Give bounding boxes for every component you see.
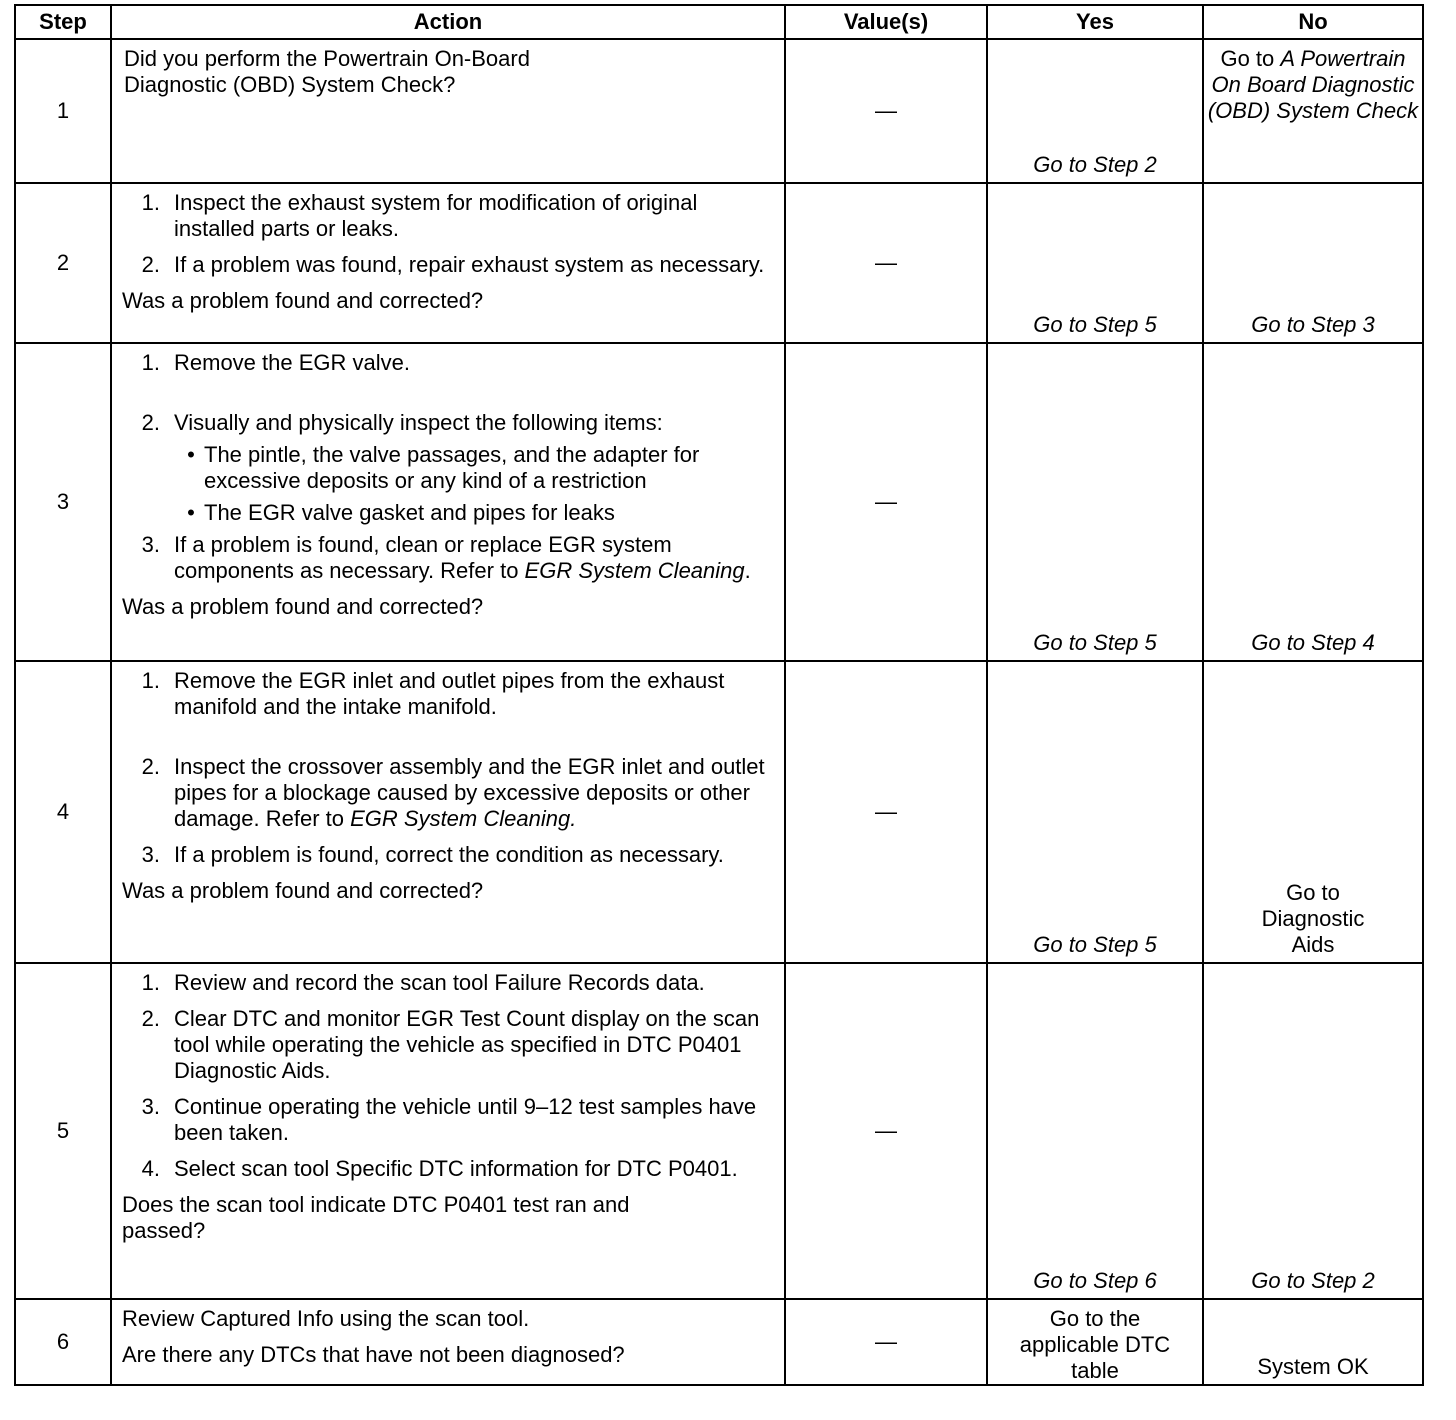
no-prefix: Go to — [1220, 46, 1281, 71]
list-item: 3. If a problem is found, correct the condition as necessary. — [141, 842, 724, 867]
question-text: Was a problem found and corrected? — [122, 878, 484, 903]
list-item: 1. Remove the EGR valve. — [141, 350, 410, 375]
action-text: Review Captured Info using the scan tool. — [122, 1306, 530, 1331]
header-row — [15, 5, 1423, 39]
question-text: Are there any DTCs that have not been diagnosed? — [122, 1342, 625, 1367]
question-text: Does the scan tool indicate DTC P0401 test ran and passed? — [122, 1192, 630, 1243]
yes-cell: Go to Step 5 — [987, 661, 1203, 963]
action-text: Did you perform the Powertrain On-Board — [124, 46, 530, 71]
action-cell — [111, 661, 785, 963]
step-number: 4 — [15, 661, 111, 963]
value-cell: — — [785, 661, 987, 963]
table-row — [15, 39, 1423, 183]
no-cell: Go to Step 4 — [1203, 343, 1423, 661]
table-row — [15, 963, 1423, 1299]
list-item: 2. Clear DTC and monitor EGR Test Count display on the scan tool while operating the vehicle as specified in DTC P0401 Diagnostic Aids. — [141, 1006, 760, 1083]
action-cell — [111, 183, 785, 343]
list-item: 3. If a problem is found, clean or replace EGR system components as necessary. Refer to EGR System Cleaning. — [141, 532, 751, 583]
step-number: 3 — [15, 343, 111, 661]
action-cell — [111, 343, 785, 661]
value-cell: — — [785, 1299, 987, 1385]
header-values: Value(s) — [785, 5, 987, 39]
value-cell: — — [785, 39, 987, 183]
bullet-item: • The EGR valve gasket and pipes for leaks — [187, 500, 615, 525]
table-row — [15, 183, 1423, 343]
header-step: Step — [15, 5, 111, 39]
list-item: 2. Inspect the crossover assembly and the EGR inlet and outlet pipes for a blockage caused by excessive deposits or other damage. Refer to EGR System Cleaning. — [141, 754, 765, 831]
no-cell: Go to Step 2 — [1203, 963, 1423, 1299]
list-item: 2. If a problem was found, repair exhaust system as necessary. — [141, 252, 765, 277]
yes-cell: Go to Step 2 — [987, 39, 1203, 183]
action-cell — [111, 1299, 785, 1385]
reference-link: EGR System Cleaning. — [350, 806, 577, 831]
action-cell — [111, 963, 785, 1299]
yes-cell: Go to Step 5 — [987, 183, 1203, 343]
step-number: 5 — [15, 963, 111, 1299]
value-cell: — — [785, 183, 987, 343]
list-item: 3. Continue operating the vehicle until 9–12 test samples have been taken. — [141, 1094, 757, 1145]
no-cell: Go to Diagnostic Aids — [1203, 661, 1423, 963]
list-item: 1. Inspect the exhaust system for modification of original installed parts or leaks. — [141, 190, 698, 241]
action-text: Diagnostic (OBD) System Check? — [124, 72, 456, 97]
yes-cell: Go to the applicable DTC table — [987, 1299, 1203, 1385]
value-cell: — — [785, 343, 987, 661]
yes-cell: Go to Step 5 — [987, 343, 1203, 661]
question-text: Was a problem found and corrected? — [122, 288, 484, 313]
action-cell — [111, 39, 785, 183]
bullet-item: • The pintle, the valve passages, and the adapter for excessive deposits or any kind of a restriction — [187, 442, 700, 493]
reference-link: EGR System Cleaning — [524, 558, 745, 583]
list-item: 1. Review and record the scan tool Failure Records data. — [141, 970, 705, 995]
diagnostic-table — [14, 4, 1424, 1386]
question-text: Was a problem found and corrected? — [122, 594, 484, 619]
table-row — [15, 1299, 1423, 1385]
no-cell: Go to Step 3 — [1203, 183, 1423, 343]
header-no: No — [1203, 5, 1423, 39]
step-number: 2 — [15, 183, 111, 343]
yes-cell: Go to Step 6 — [987, 963, 1203, 1299]
step-number: 6 — [15, 1299, 111, 1385]
value-cell: — — [785, 963, 987, 1299]
no-cell: System OK — [1203, 1299, 1423, 1385]
list-item: 2. Visually and physically inspect the following items: — [141, 410, 663, 435]
header-yes: Yes — [987, 5, 1203, 39]
no-cell — [1203, 39, 1423, 183]
list-item: 1. Remove the EGR inlet and outlet pipes from the exhaust manifold and the intake manifold. — [141, 668, 725, 719]
no-link: A Powertrain On Board Diagnostic (OBD) System Check — [1207, 46, 1419, 123]
table-row — [15, 343, 1423, 661]
step-number: 1 — [15, 39, 111, 183]
list-item: 4. Select scan tool Specific DTC information for DTC P0401. — [141, 1156, 738, 1181]
header-action: Action — [111, 5, 785, 39]
table-row — [15, 661, 1423, 963]
